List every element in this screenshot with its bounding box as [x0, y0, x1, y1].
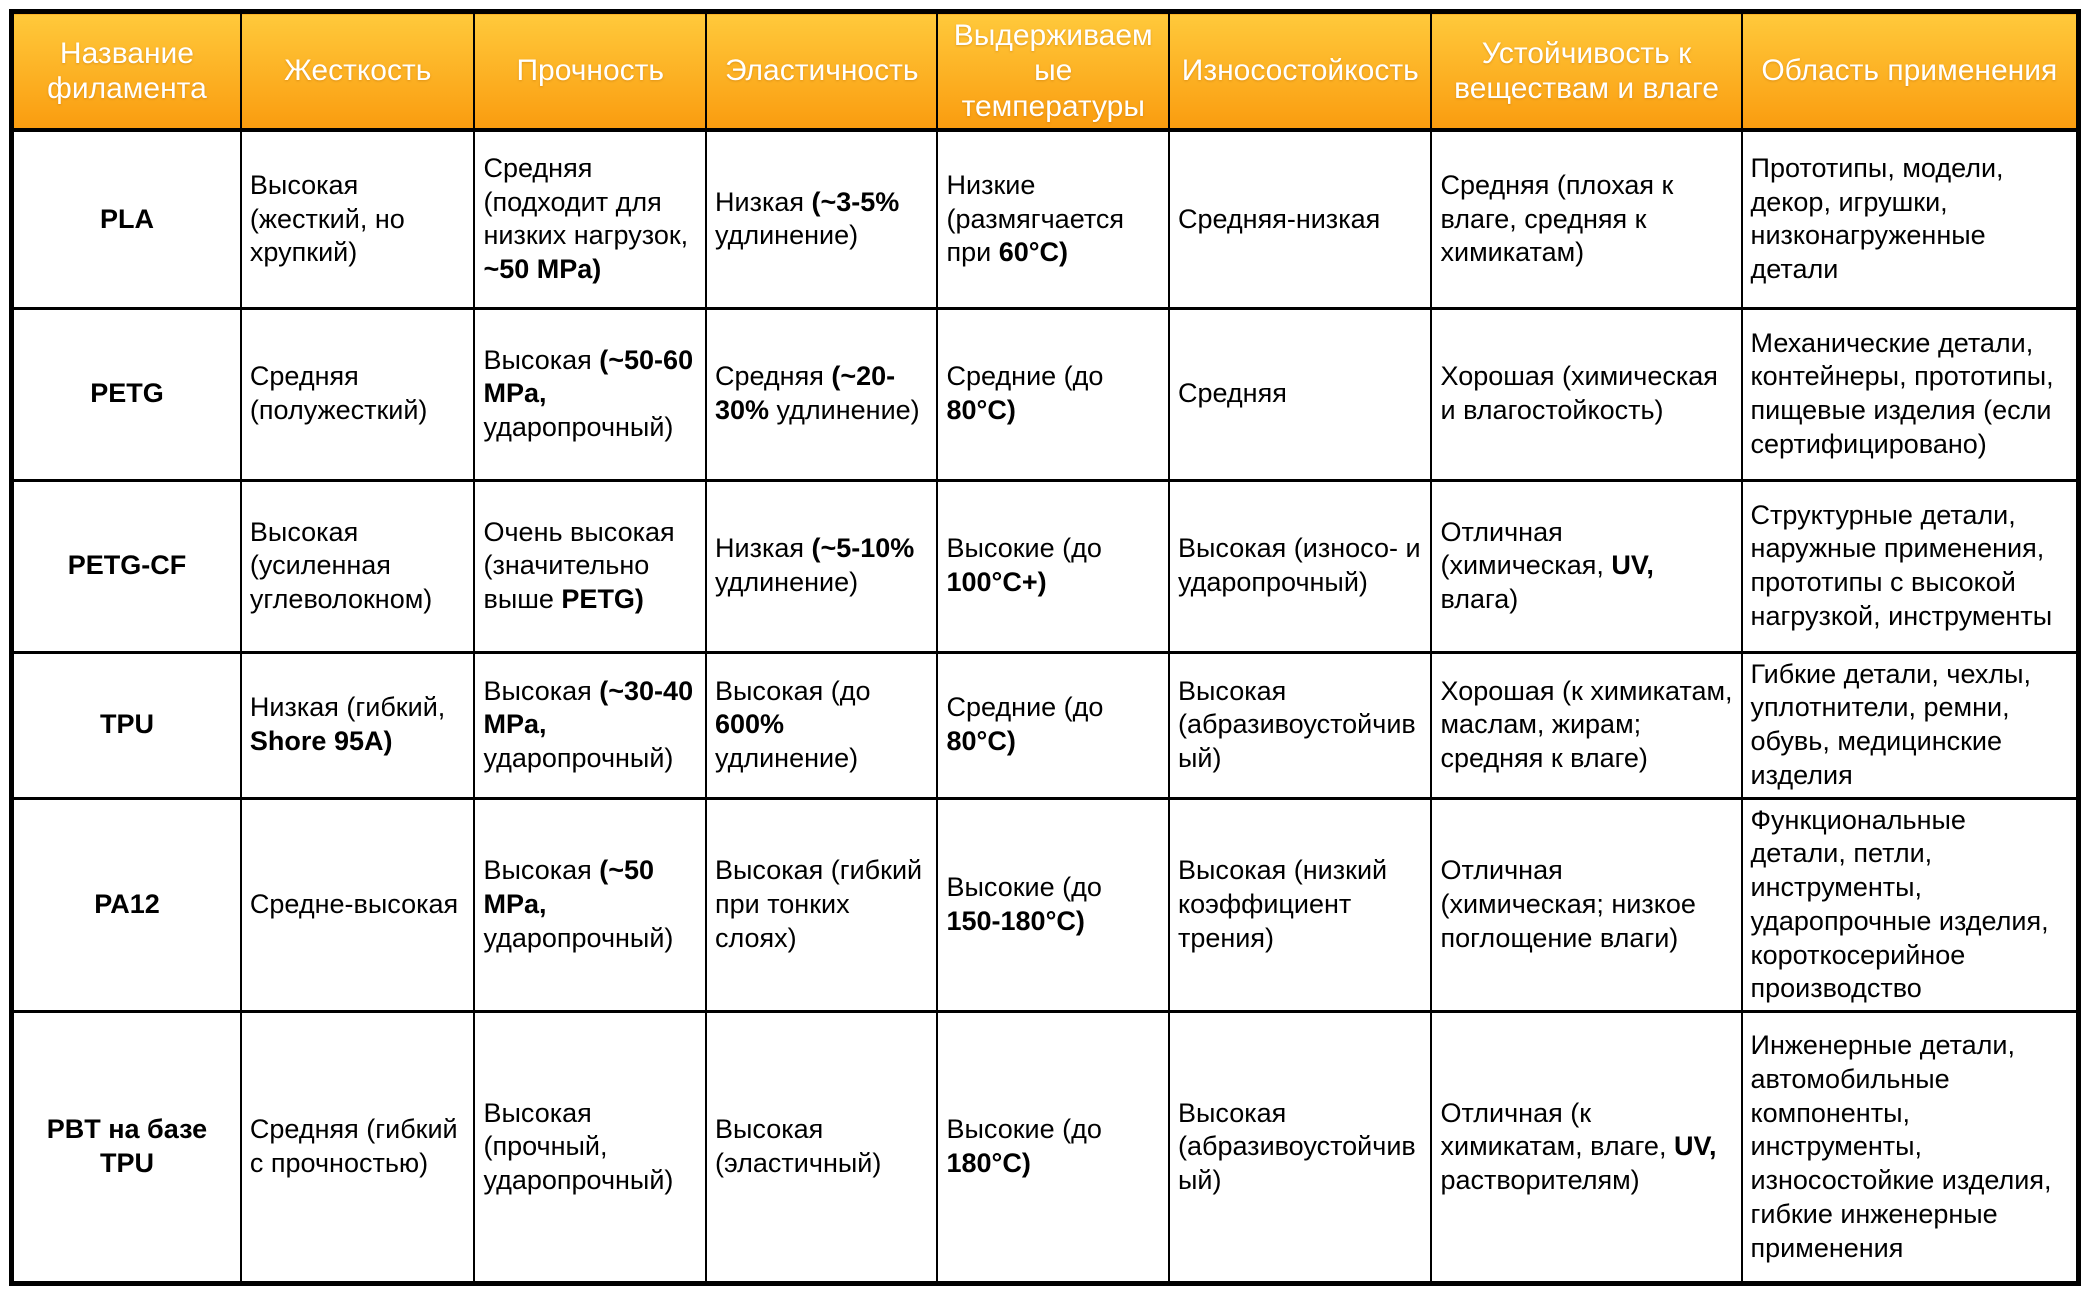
table-header — [12, 12, 2079, 131]
table-cell: Отличная (химическая; низкое поглощение влаги) — [1431, 798, 1741, 1012]
table-cell: Высокая (эластичный) — [706, 1012, 938, 1284]
table-cell: Средняя (гибкий с прочностью) — [241, 1012, 475, 1284]
table-cell: Высокая (~50-60 MPa, ударопрочный) — [474, 308, 706, 480]
table-cell: Инженерные детали, автомобильные компоненты, инструменты, износостойкие изделия, гибкие инженерные применения — [1742, 1012, 2079, 1284]
header-cell-application-area: Область применения — [1742, 12, 2079, 131]
table-cell: Отличная (к химикатам, влаге, UV, растворителям) — [1431, 1012, 1741, 1284]
header-cell-strength: Прочность — [474, 12, 706, 131]
filament-name-cell: PBT на базе TPU — [12, 1012, 241, 1284]
table-cell: Отличная (химическая, UV, влага) — [1431, 480, 1741, 652]
table-row — [12, 798, 2079, 1012]
table-cell: Высокие (до 180°C) — [937, 1012, 1169, 1284]
table-row — [12, 308, 2079, 480]
filament-name-cell: TPU — [12, 652, 241, 798]
table-row — [12, 652, 2079, 798]
filament-name-cell: PA12 — [12, 798, 241, 1012]
table-cell: Высокая (усиленная углеволокном) — [241, 480, 475, 652]
filament-name-cell: PETG — [12, 308, 241, 480]
table-cell: Высокая (~30-40 MPa, ударопрочный) — [474, 652, 706, 798]
table-cell: Высокая (абразивоустойчивый) — [1169, 652, 1432, 798]
filament-comparison-table — [9, 9, 2081, 1286]
table-row — [12, 130, 2079, 308]
table-cell: Средние (до 80°C) — [937, 308, 1169, 480]
table-cell: Низкая (~3-5% удлинение) — [706, 130, 938, 308]
table-cell: Низкая (гибкий, Shore 95A) — [241, 652, 475, 798]
table-cell: Низкие (размягчается при 60°C) — [937, 130, 1169, 308]
table-row — [12, 1012, 2079, 1284]
table-cell: Высокая (~50 MPa, ударопрочный) — [474, 798, 706, 1012]
table-cell: Низкая (~5-10% удлинение) — [706, 480, 938, 652]
table-cell: Высокие (до 100°C+) — [937, 480, 1169, 652]
table-cell: Средне-высокая — [241, 798, 475, 1012]
header-cell-elasticity: Эластичность — [706, 12, 938, 131]
table-cell: Структурные детали, наружные применения, прототипы с высокой нагрузкой, инструменты — [1742, 480, 2079, 652]
table-cell: Высокая (жесткий, но хрупкий) — [241, 130, 475, 308]
filament-name-cell: PLA — [12, 130, 241, 308]
table-cell: Средняя (полужесткий) — [241, 308, 475, 480]
table-cell: Высокая (низкий коэффициент трения) — [1169, 798, 1432, 1012]
table-row — [12, 480, 2079, 652]
header-cell-temperatures: Выдерживаемые температуры — [937, 12, 1169, 131]
table-cell: Высокая (до 600% удлинение) — [706, 652, 938, 798]
header-row — [12, 12, 2079, 131]
table-cell: Очень высокая (значительно выше PETG) — [474, 480, 706, 652]
header-cell-rigidity: Жесткость — [241, 12, 475, 131]
table-cell: Гибкие детали, чехлы, уплотнители, ремни, обувь, медицинские изделия — [1742, 652, 2079, 798]
table-cell: Средняя (плохая к влаге, средняя к химикатам) — [1431, 130, 1741, 308]
table-cell: Хорошая (химическая и влагостойкость) — [1431, 308, 1741, 480]
table-cell: Средние (до 80°C) — [937, 652, 1169, 798]
table-cell: Высокая (износо- и ударопрочный) — [1169, 480, 1432, 652]
header-cell-wear-resistance: Износостойкость — [1169, 12, 1432, 131]
header-cell-chemical-moisture-resistance: Устойчивость к веществам и влаге — [1431, 12, 1741, 131]
table-cell: Механические детали, контейнеры, прототипы, пищевые изделия (если сертифицировано) — [1742, 308, 2079, 480]
header-cell-filament-name: Название филамента — [12, 12, 241, 131]
table-cell: Высокая (абразивоустойчивый) — [1169, 1012, 1432, 1284]
table-cell: Средняя (подходит для низких нагрузок, ~50 MPa) — [474, 130, 706, 308]
table-cell: Средняя (~20-30% удлинение) — [706, 308, 938, 480]
table-body — [12, 130, 2079, 1284]
filament-name-cell: PETG-CF — [12, 480, 241, 652]
table-cell: Прототипы, модели, декор, игрушки, низконагруженные детали — [1742, 130, 2079, 308]
table-cell: Высокая (гибкий при тонких слоях) — [706, 798, 938, 1012]
table-cell: Средняя — [1169, 308, 1432, 480]
table-cell: Хорошая (к химикатам, маслам, жирам; средняя к влаге) — [1431, 652, 1741, 798]
table-cell: Высокая (прочный, ударопрочный) — [474, 1012, 706, 1284]
table-cell: Функциональные детали, петли, инструменты, ударопрочные изделия, короткосерийное производство — [1742, 798, 2079, 1012]
table-cell: Средняя-низкая — [1169, 130, 1432, 308]
table-cell: Высокие (до 150-180°C) — [937, 798, 1169, 1012]
